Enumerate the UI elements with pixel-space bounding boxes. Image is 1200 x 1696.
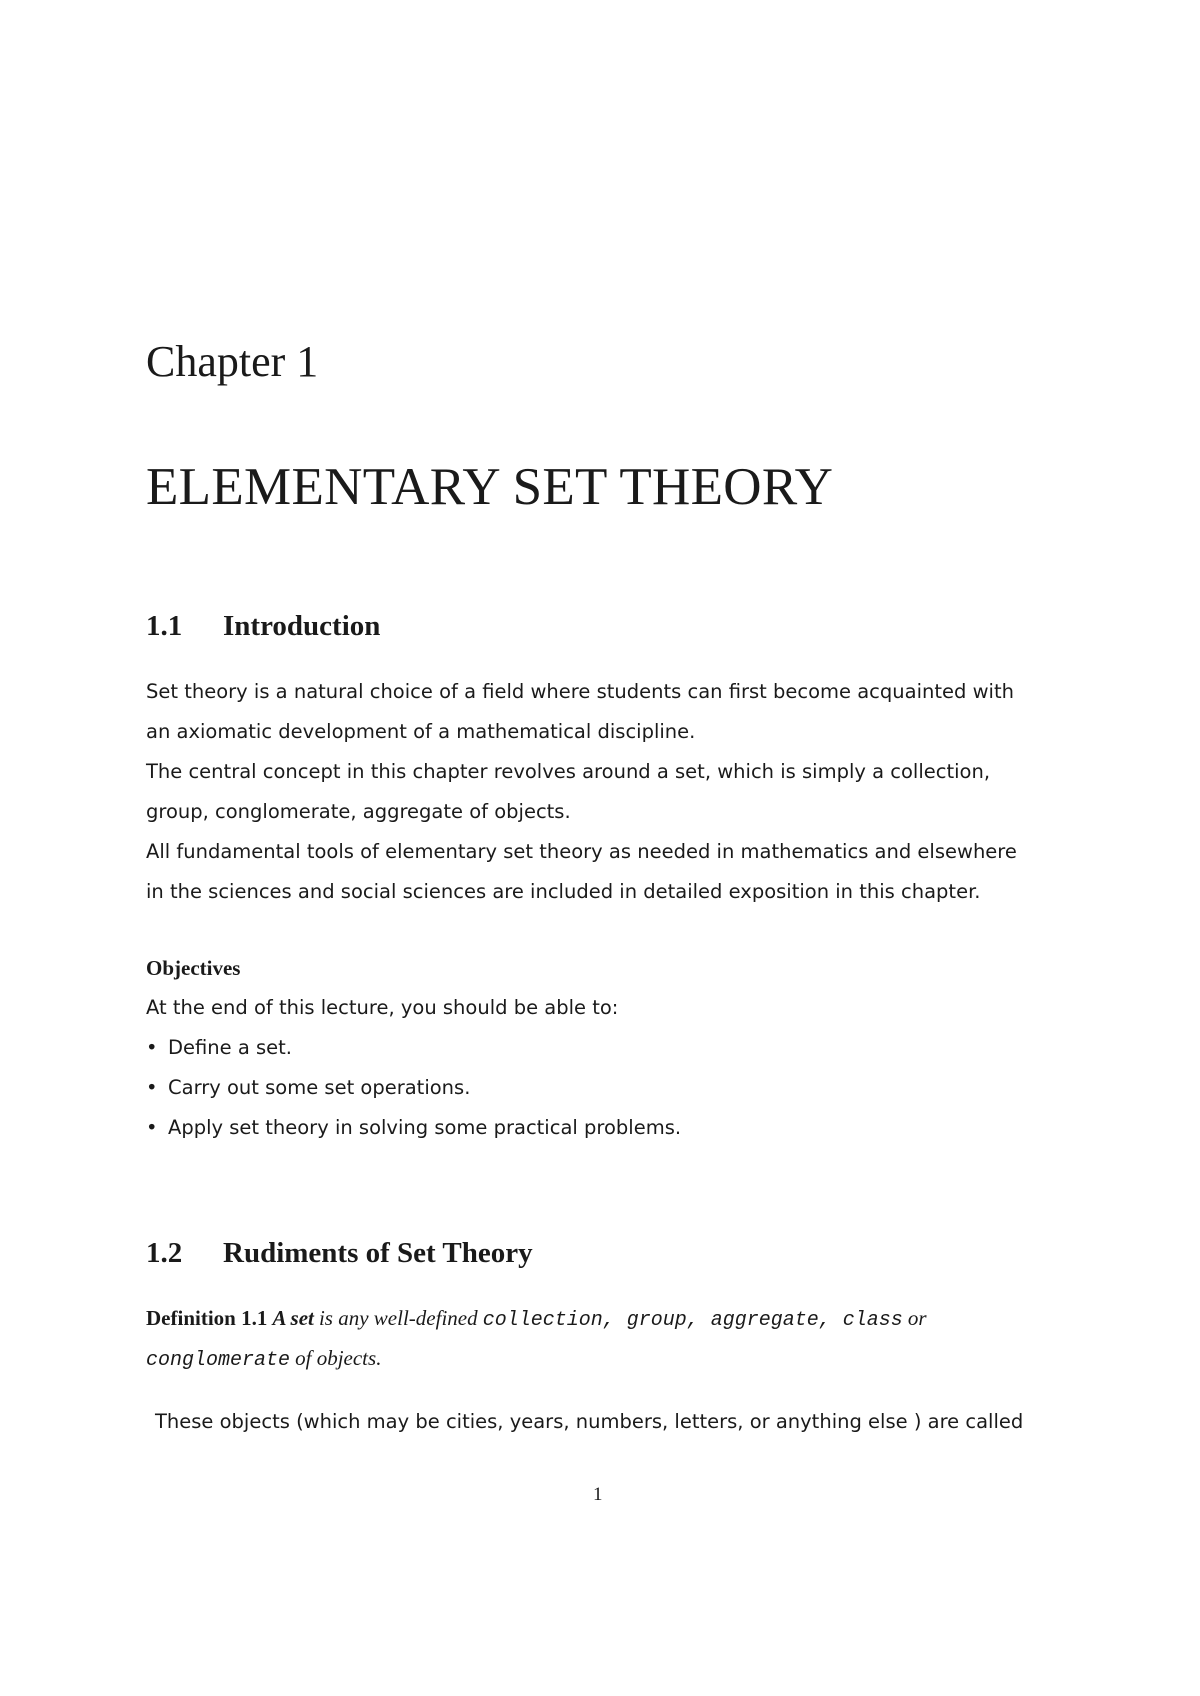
definition-line-1	[146, 1303, 927, 1336]
page-number: 1	[593, 1484, 603, 1505]
paragraph-line: All fundamental tools of elementary set theory as needed in mathematics and elsewhere	[146, 840, 1017, 863]
chapter-label: Chapter 1	[146, 337, 319, 386]
definition-label: Definition 1.1	[146, 1306, 268, 1330]
section-title: Introduction	[223, 610, 381, 642]
section-heading-rudiments	[146, 1235, 533, 1271]
paragraph-line: These objects (which may be cities, years, numbers, letters, or anything else ) are called	[155, 1410, 1024, 1433]
definition-line-2	[146, 1343, 381, 1376]
objectives-intro: At the end of this lecture, you should be able to:	[146, 996, 619, 1019]
objective-text: Carry out some set operations.	[168, 1076, 471, 1099]
objective-item	[146, 1073, 470, 1103]
definition-text: of objects.	[295, 1346, 382, 1370]
section-number: 1.2	[146, 1237, 183, 1269]
bullet-icon: •	[146, 1116, 158, 1139]
paragraph-line: The central concept in this chapter revolves around a set, which is simply a collection,	[146, 760, 991, 783]
objective-item	[146, 1113, 681, 1143]
section-number: 1.1	[146, 610, 183, 642]
definition-keywords: conglomerate	[146, 1349, 291, 1372]
definition-keywords: collection, group, aggregate, class	[482, 1309, 903, 1332]
objectives-heading: Objectives	[146, 956, 241, 980]
definition-text: is any well-defined	[318, 1306, 478, 1330]
paragraph-line: an axiomatic development of a mathematical discipline.	[146, 720, 696, 743]
paragraph-line: Set theory is a natural choice of a field where students can first become acquainted with	[146, 680, 1014, 703]
paragraph-line: group, conglomerate, aggregate of objects.	[146, 800, 571, 823]
objective-item	[146, 1033, 292, 1063]
chapter-title: ELEMENTARY SET THEORY	[146, 458, 834, 516]
section-title: Rudiments of Set Theory	[223, 1237, 533, 1269]
objective-text: Define a set.	[168, 1036, 292, 1059]
bullet-icon: •	[146, 1036, 158, 1059]
definition-term: A set	[272, 1306, 314, 1330]
paragraph-line: in the sciences and social sciences are included in detailed exposition in this chapter.	[146, 880, 981, 903]
bullet-icon: •	[146, 1076, 158, 1099]
section-heading-introduction	[146, 608, 380, 644]
objective-text: Apply set theory in solving some practical problems.	[168, 1116, 682, 1139]
definition-text: or	[907, 1306, 927, 1330]
